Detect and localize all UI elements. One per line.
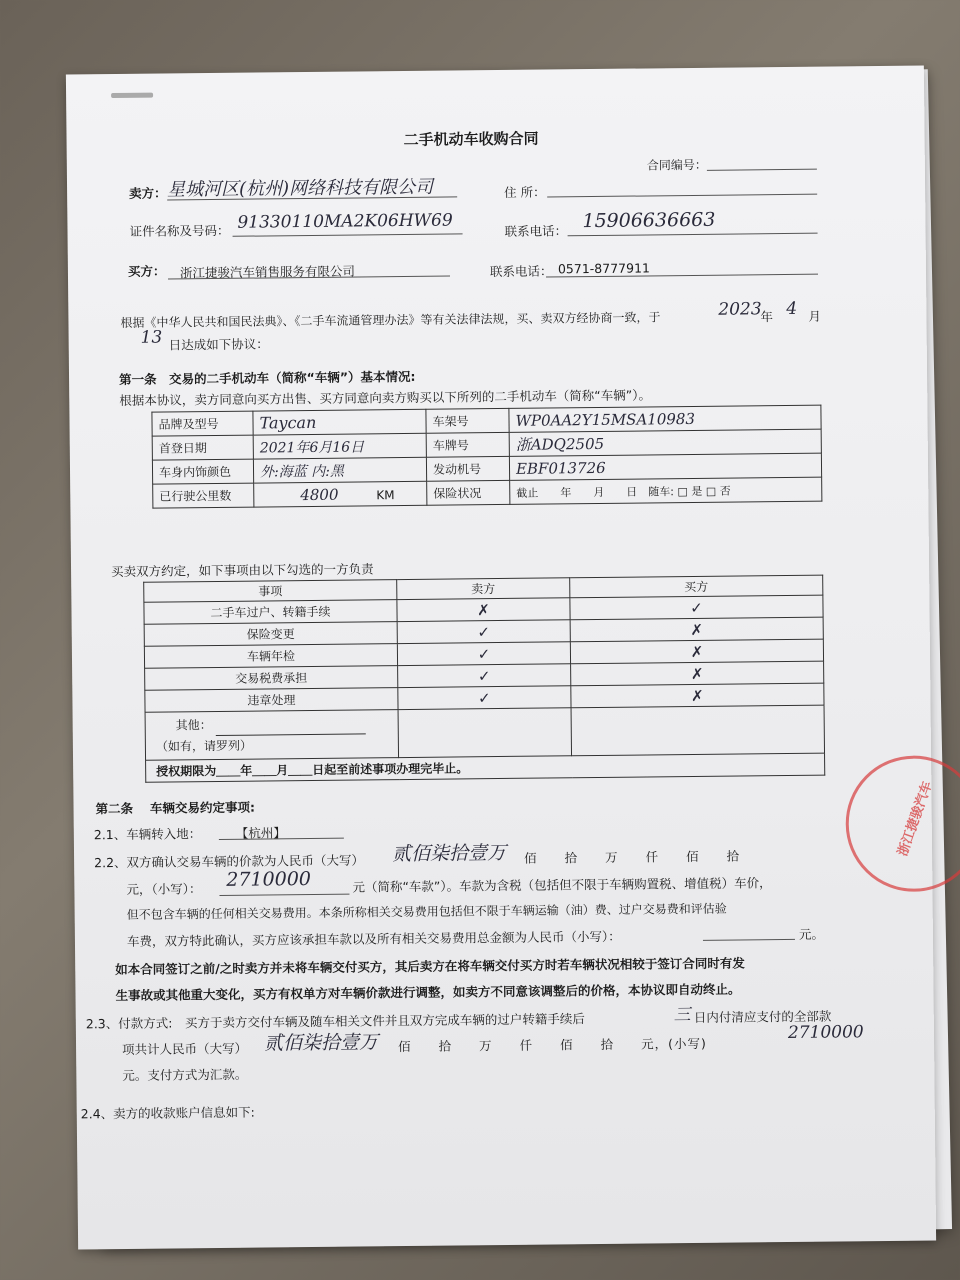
- cell-label: 发动机号: [426, 456, 509, 481]
- intro-year: 2023: [718, 299, 762, 320]
- seller-phone-label: 联系电话：: [504, 223, 568, 239]
- payment-units: 佰 拾 万 仟 佰 拾 元，(小写): [397, 1035, 707, 1055]
- intro-line: 根据《中华人民共和国民法典》、《二手车流通管理办法》等有关法律法规，买、卖双方经协商一致，于: [120, 310, 661, 330]
- resp-other-cell: [145, 710, 398, 761]
- seller-id-line: [233, 233, 463, 236]
- buyer-phone: 0571-8777911: [557, 260, 651, 277]
- cell-reg-date: 2021年6月16日: [253, 433, 426, 459]
- resp-seller-mark: ✓: [397, 642, 570, 666]
- clause-2-3-a: 2.3、付款方式: 买方于卖方交付车辆及随车相关文件并且双方完成车辆的过户转籍手续后: [85, 1011, 585, 1032]
- seller-id-label: 证件名称及号码：: [129, 222, 230, 239]
- article2-heading: 第二条 车辆交易约定事项:: [95, 799, 255, 817]
- resp-item: 二手车过户、转籍手续: [144, 600, 397, 625]
- payment-days: 三: [673, 1005, 691, 1026]
- resp-seller-mark: ✗: [397, 598, 570, 622]
- clause-2-3-b: 日内付清应支付的全部款: [693, 1008, 832, 1026]
- resp-buyer-mark: ✗: [570, 617, 823, 642]
- total-amount-line: [703, 939, 795, 941]
- intro-month: 4: [786, 298, 798, 319]
- contract-no-label: 合同编号：: [646, 157, 707, 173]
- resp-header: 买方: [570, 575, 823, 598]
- clause-2-2-c: 元（简称“车款”）。车款为含税（包括但不限于车辆购置税、增值税）车价，: [352, 875, 772, 895]
- staple: [111, 93, 153, 98]
- price-lowercase: 2710000: [226, 868, 312, 891]
- cell-label: 车架号: [426, 408, 509, 433]
- resp-header: 事项: [144, 580, 397, 603]
- responsibility-heading: 买卖双方约定，如下事项由以下勾选的一方负责: [111, 561, 374, 580]
- resp-buyer-mark: ✗: [571, 683, 824, 708]
- resp-item: 违章处理: [145, 688, 398, 713]
- cell-label: 首登日期: [152, 435, 253, 460]
- other-label: 其他：: [175, 718, 212, 733]
- seller-label: 卖方：: [129, 185, 167, 201]
- cell-label: 保险状况: [427, 480, 510, 505]
- seller-address-label: 住 所：: [504, 184, 546, 200]
- resp-item: 车辆年检: [144, 644, 397, 669]
- buyer-name: 浙江捷骏汽车销售服务有限公司: [179, 263, 356, 281]
- company-seal: [845, 755, 960, 892]
- clause-2-2-b: 元，（小写）：: [126, 881, 202, 897]
- document-title: 二手机动车收购合同: [403, 129, 539, 149]
- intro-line-2: 日达成如下协议：: [168, 336, 269, 353]
- other-note: （如有，请罗列）: [155, 738, 252, 754]
- clause-2-1: 2.1、车辆转入地：: [93, 826, 202, 843]
- resp-buyer-mark: ✗: [571, 661, 824, 686]
- price-lowercase-line: [219, 894, 349, 896]
- contract-page: [66, 66, 936, 1250]
- cell-vin: WP0AA2Y15MSA10983: [509, 405, 821, 432]
- auth-period: 授权期限为＿＿年＿＿月＿＿日起至前述事项办理完毕止。: [146, 753, 825, 782]
- seller-name: 星城河区(杭州)网络科技有限公司: [166, 176, 434, 201]
- mileage-value: 4800: [300, 485, 339, 504]
- cell-engine: EBF013726: [509, 453, 821, 480]
- intro-day: 13: [140, 327, 163, 348]
- clause-2-4: 2.4、卖方的收款账户信息如下:: [80, 1104, 255, 1122]
- price-units: 佰 拾 万 仟 佰 拾: [524, 848, 741, 866]
- bold-clause-1: 如本合同签订之前/之时卖方并未将车辆交付买方，其后卖方在将车辆交付买方时若车辆状况相较于签订合同时有发: [115, 955, 745, 978]
- clause-2-3-d: 元。支付方式为汇款。: [122, 1066, 248, 1083]
- cell-label: 车牌号: [426, 432, 509, 457]
- cell-label: 已行驶公里数: [153, 483, 254, 508]
- buyer-phone-label: 联系电话：: [489, 263, 553, 280]
- clause-2-2-e: 车费，双方特此确认，买方应该承担车款以及所有相关交易费用总金额为人民币（小写）：: [126, 928, 621, 949]
- resp-other-row: [145, 705, 824, 760]
- other-line: [216, 713, 366, 736]
- responsibility-table: [143, 575, 825, 783]
- payment-lowercase: 2710000: [787, 1022, 864, 1044]
- bold-clause-2: 生事故或其他重大变化，买方有权单方对车辆价款进行调整，如卖方不同意该调整后的价格，本协议即自动终止。: [115, 981, 741, 1004]
- cell-label: 品牌及型号: [152, 411, 253, 436]
- price-uppercase: 贰佰柒拾壹万: [391, 841, 507, 866]
- payment-uppercase: 贰佰柒拾壹万: [263, 1031, 379, 1055]
- article1-desc: 根据本协议，卖方同意向买方出售、买方同意向卖方购买以下所列的二手机动车（简称“车辆”）。: [119, 387, 652, 408]
- buyer-label: 买方：: [127, 263, 166, 279]
- article1-heading: 第一条 交易的二手机动车（简称“车辆”）基本情况:: [118, 368, 416, 387]
- clause-2-1-value: 【杭州】: [235, 825, 286, 841]
- clause-2-2-d: 但不包含车辆的任何相关交易费用。本条所称相关交易费用包括但不限于车辆运输（油）费、过户交易费和评估验: [126, 901, 727, 922]
- vehicle-table: [151, 405, 822, 509]
- resp-seller-mark: ✓: [397, 620, 570, 644]
- contract-no-line: [707, 169, 817, 171]
- resp-seller-mark: ✓: [398, 686, 571, 710]
- cell-label: 车身内饰颜色: [152, 459, 253, 484]
- resp-header: 卖方: [397, 578, 570, 600]
- clause-2-3-c: 项共计人民币（大写）: [122, 1040, 248, 1057]
- resp-item: 交易税费承担: [145, 666, 398, 691]
- resp-seller-mark: ✓: [398, 664, 571, 688]
- resp-other-buyer: [571, 705, 824, 756]
- seller-id-number: 91330110MA2K06HW69: [237, 210, 453, 233]
- resp-buyer-mark: ✗: [570, 639, 823, 664]
- resp-buyer-mark: ✓: [570, 595, 823, 620]
- intro-year-label: 年: [760, 309, 774, 325]
- mileage-unit: KM: [376, 487, 395, 502]
- cell-insurance: 截止 年 月 日 随车: □ 是 □ 否: [510, 477, 822, 504]
- seller-phone: 15906636663: [582, 208, 716, 233]
- cell-mileage: [254, 481, 427, 507]
- seller-phone-line: [568, 233, 818, 237]
- cell-plate: 浙ADQ2505: [509, 429, 821, 456]
- resp-other-seller: [398, 708, 571, 758]
- seller-address-line: [547, 194, 817, 198]
- resp-item: 保险变更: [144, 622, 397, 647]
- cell-brand: Taycan: [253, 409, 426, 435]
- clause-2-2-a: 2.2、双方确认交易车辆的价款为人民币（大写）: [94, 852, 365, 871]
- cell-color: 外:海蓝 内:黑: [253, 457, 426, 483]
- intro-month-label: 月: [808, 308, 822, 324]
- seal-text: 浙江捷骏汽车: [895, 779, 936, 859]
- clause-2-2-e-end: 元。: [798, 926, 825, 942]
